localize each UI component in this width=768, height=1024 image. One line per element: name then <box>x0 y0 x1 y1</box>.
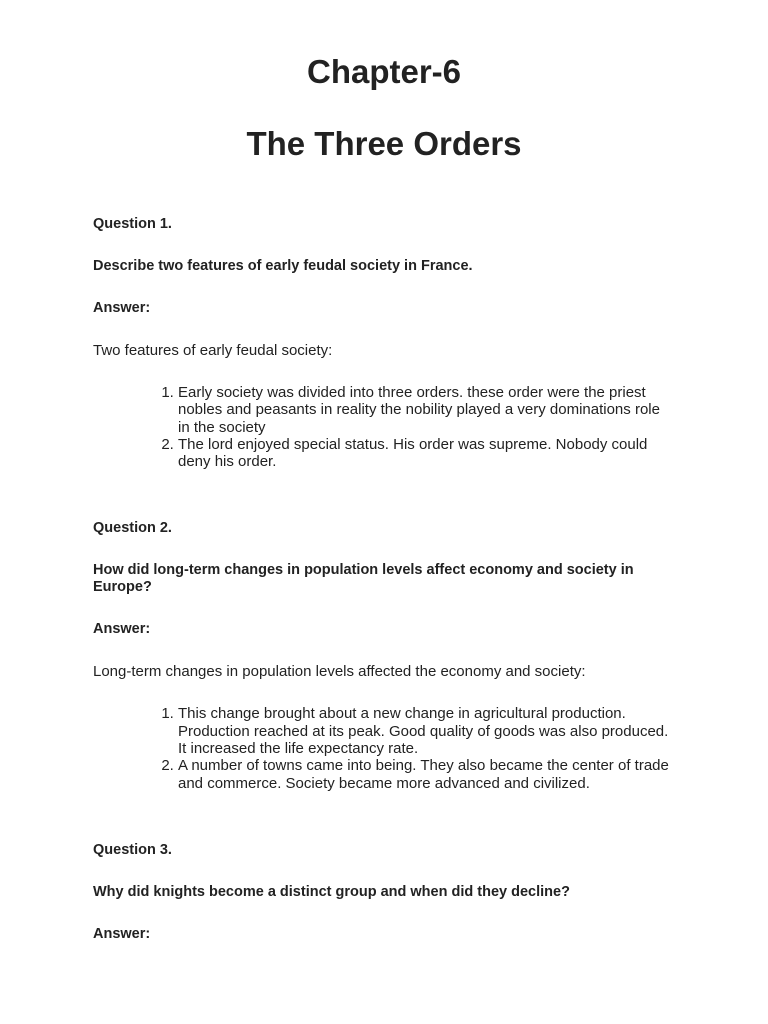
question-label: Question 2. <box>93 520 172 537</box>
answer-points <box>93 705 675 791</box>
answer-label: Answer: <box>93 300 151 316</box>
chapter-title: The Three Orders <box>246 125 522 162</box>
answer-intro: Two features of early feudal society: <box>93 342 333 359</box>
answer-intro: Long-term changes in population levels affected the economy and society: <box>93 663 586 681</box>
question-label: Question 1. <box>93 216 172 232</box>
list-item: 2. The lord enjoyed special status. His order was supreme. Nobody could deny his order. <box>178 436 675 471</box>
list-item: 1. This change brought about a new change in agricultural production. Production reached at its peak. Good quality of goods was also produced. It increased the life expectancy rate. <box>178 705 675 757</box>
answer-label: Answer: <box>93 925 151 942</box>
question-block-3 <box>93 842 675 943</box>
question-text: Describe two features of early feudal society in France. <box>93 258 473 274</box>
chapter-heading: Chapter-6 <box>306 53 462 90</box>
answer-label: Answer: <box>93 621 151 638</box>
question-text: How did long-term changes in population levels affect economy and society in Europe? <box>93 562 634 596</box>
answer-points <box>93 384 675 470</box>
question-text: Why did knights become a distinct group and when did they decline? <box>93 883 570 900</box>
question-block-2 <box>93 520 675 791</box>
list-item: 2. A number of towns came into being. They also became the center of trade and commerce. Society became more advanced and civilized. <box>178 757 675 792</box>
list-item: 1. Early society was divided into three orders. these order were the priest nobles and peasants in reality the nobility played a very dominations role in the society <box>178 384 675 436</box>
question-label: Question 3. <box>93 841 172 858</box>
question-block-1 <box>93 216 675 470</box>
